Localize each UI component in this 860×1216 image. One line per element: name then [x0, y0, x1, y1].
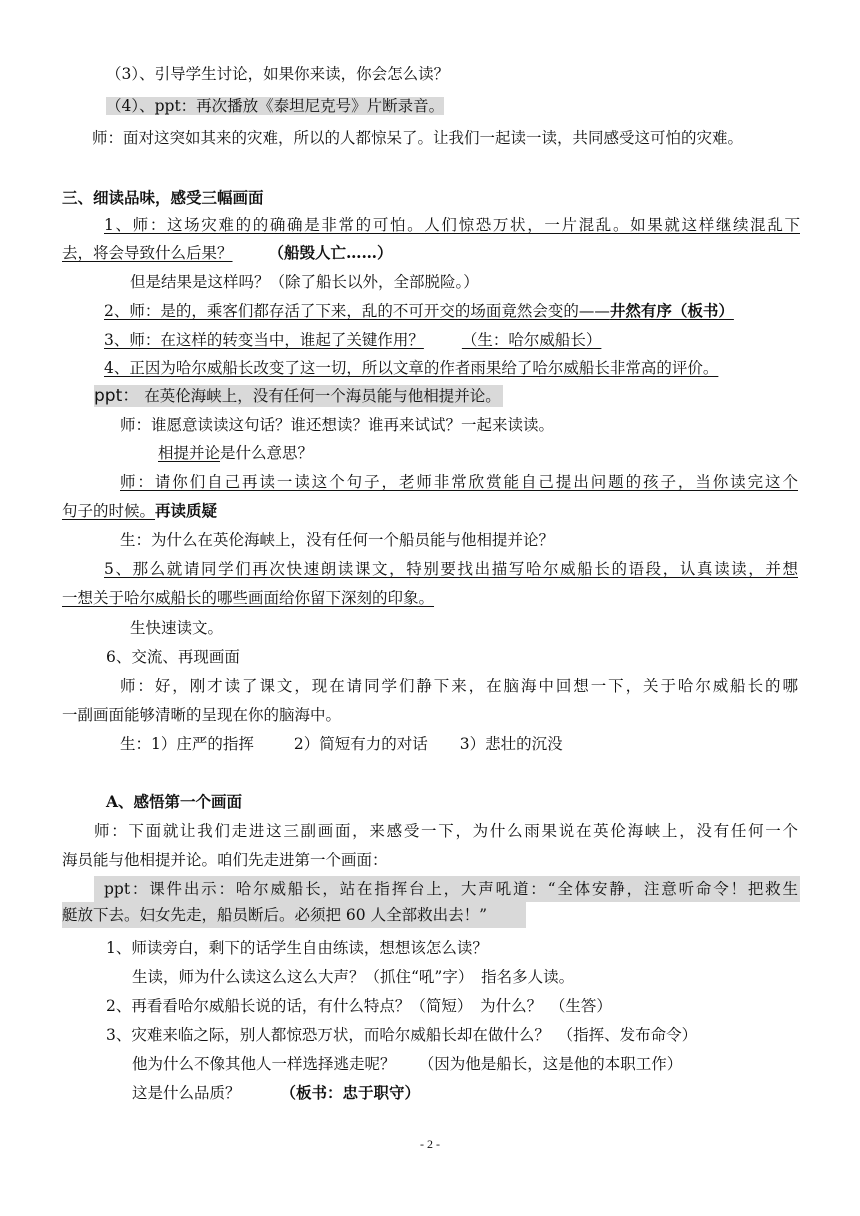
underlined-text: 句子的时候。 [62, 502, 156, 520]
board-note: 再读质疑 [155, 501, 218, 520]
text-line: 生快速读文。 [130, 619, 224, 637]
text-line: 1、师：这场灾难的的确确是非常的可怕。人们惊恐万状，一片混乱。如果就这样继续混乱下 [104, 216, 800, 234]
text-line [62, 499, 217, 523]
text-line: 海员能与他相提并论。咱们先走进第一个画面： [62, 851, 388, 869]
text-line: 师：下面就让我们走进这三副画面，来感受一下，为什么雨果说在英伦海峡上，没有任何一个 [94, 822, 798, 840]
board-note: 井然有序（板书） [609, 301, 734, 320]
page-number: - 2 - [420, 1137, 440, 1151]
answer-text: （生：哈尔威船长） [461, 331, 602, 349]
text-line: 5、那么就请同学们再次快速朗读课文，特别要找出描写哈尔威船长的语段，认真读读，并想 [104, 560, 798, 578]
text-line [104, 328, 601, 352]
text-line: 4、正因为哈尔威船长改变了这一切，所以文章的作者雨果给了哈尔威船长非常高的评价。 [104, 359, 719, 377]
underlined-text: 去，将会导致什么后果？ [62, 244, 233, 262]
text-line [94, 384, 503, 408]
ppt-label: ppt： [94, 386, 140, 406]
answer-text: （船毁人亡……） [268, 243, 393, 262]
text-line: 生：为什么在英伦海峡上，没有任何一个船员能与他相提并论？ [120, 531, 555, 549]
text-line: 一想关于哈尔威船长的哪些画面给你留下深刻的印象。 [62, 589, 435, 607]
text-line: 3、灾难来临之际，别人都惊恐万状，而哈尔威船长却在做什么？ （指挥、发布命令） [106, 1026, 698, 1044]
text-line: ppt：课件出示：哈尔威船长，站在指挥台上，大声吼道：“全体安静，注意听命令！把救生 [104, 880, 798, 898]
text-line: 6、交流、再现画面 [106, 648, 240, 666]
text-line: 师：好，刚才读了课文，现在请同学们静下来，在脑海中回想一下，关于哈尔威船长的哪 [120, 677, 798, 695]
text-line: 生读，师为什么读这么这么大声？（抓住“吼”字） 指名多人读。 [132, 968, 575, 986]
text-line [104, 299, 734, 323]
text-line: 1、师读旁白，剩下的话学生自由练读，想想该怎么读？ [106, 939, 488, 957]
text-line: 他为什么不像其他人一样选择逃走呢？ （因为他是船长，这是他的本职工作） [132, 1055, 683, 1073]
text-line: （3）、引导学生讨论，如果你来读，你会怎么读？ [106, 65, 450, 83]
underlined-text: 2、师：是的，乘客们都存活了下来，乱的不可开交的场面竟然会变的—— [104, 302, 610, 320]
highlighted-text: ppt： 在英伦海峡上，没有任何一个海员能与他相提并论。 [94, 386, 501, 406]
underlined-text: 3、师：在这样的转变当中，谁起了关键作用？ [104, 331, 424, 349]
text-line [62, 241, 393, 265]
text-line: 一副画面能够清晰的呈现在你的脑海中。 [62, 706, 342, 724]
text-line: 师：谁愿意读读这句话？谁还想读？谁再来试试？一起来读读。 [120, 416, 555, 434]
section-heading: 三、细读品味，感受三幅画面 [62, 188, 264, 207]
highlighted-text: （4）、ppt：再次播放《泰坦尼克号》片断录音。 [106, 97, 445, 115]
board-note: （板书：忠于职守） [280, 1083, 421, 1102]
text-line: 艇放下去。妇女先走，船员断后。必须把 60 人全部救出去！” [62, 906, 488, 924]
text-line [106, 94, 444, 118]
text-line: 师：面对这突如其来的灾难，所以的人都惊呆了。让我们一起读一读，共同感受这可怕的灾难。 [92, 129, 744, 147]
text-line: 这是什么品质？ （板书：忠于职守） [132, 1083, 421, 1102]
section-heading: A、感悟第一个画面 [106, 792, 243, 811]
underlined-term: 相提并论 [158, 444, 221, 462]
text-line: 2、再看看哈尔威船长说的话，有什么特点？（简短） 为什么？ （生答） [106, 997, 612, 1015]
text-line: 但是结果是这样吗？（除了船长以外，全部脱险。） [130, 273, 479, 291]
text-line: 生：1）庄严的指挥 2）简短有力的对话 3）悲壮的沉没 [120, 735, 563, 753]
text-line: 相提并论是什么意思？ [158, 444, 314, 462]
text-line: 师：请你们自己再读一读这个句子，老师非常欣赏能自己提出问题的孩子，当你读完这个 [120, 473, 798, 491]
